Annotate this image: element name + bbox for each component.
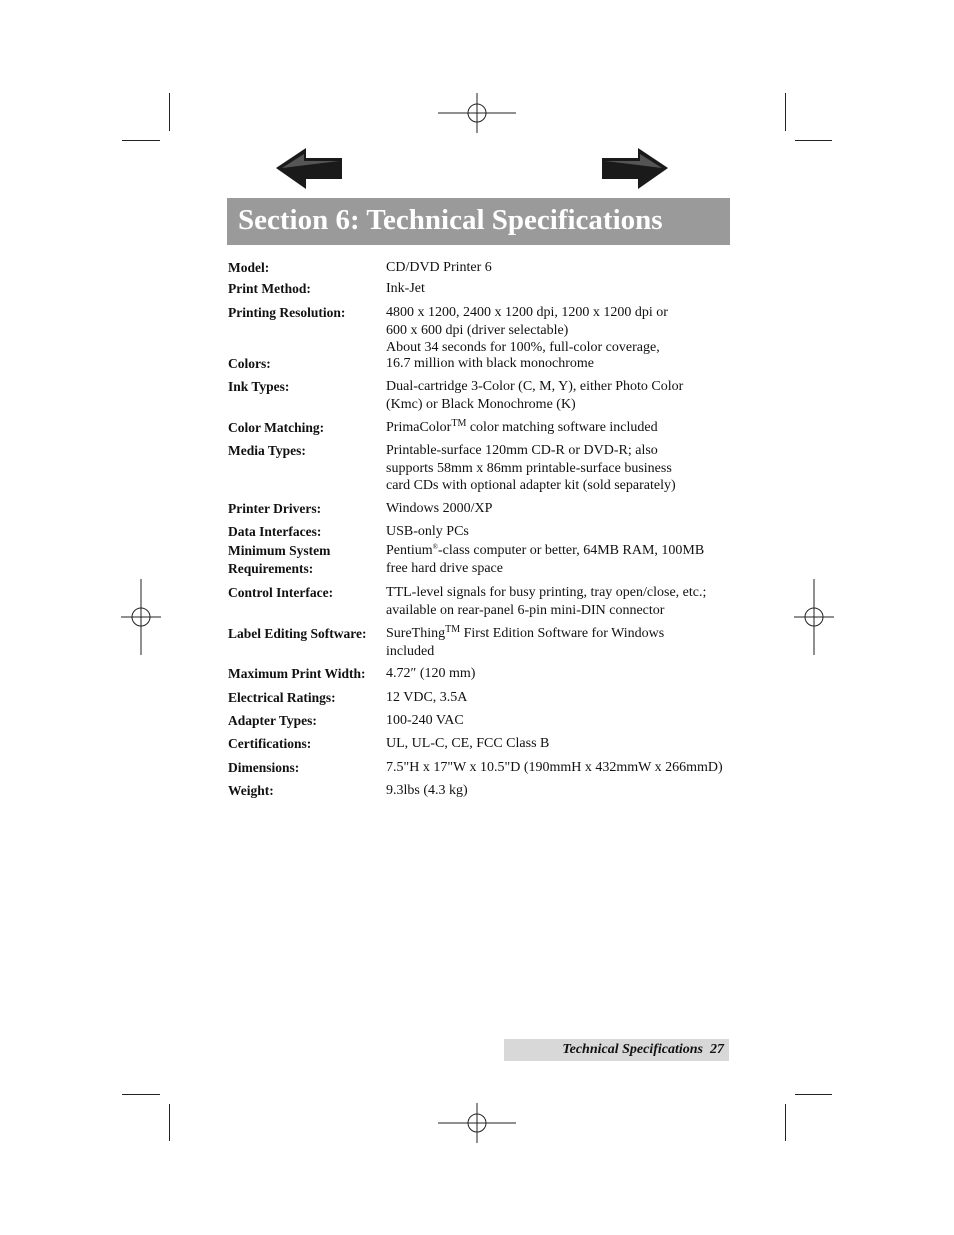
spec-label-print-method: Print Method: <box>228 281 311 296</box>
registration-mark-icon <box>438 1103 516 1143</box>
spec-value-maximum-print-width: 4.72″ (120 mm) <box>386 666 476 681</box>
spec-value-colors: 16.7 million with black monochrome <box>386 356 595 371</box>
spec-value-control-interface <box>386 584 706 619</box>
spec-value-model: CD/DVD Printer 6 <box>386 260 492 275</box>
spec-value-certifications: UL, UL-C, CE, FCC Class B <box>386 736 550 751</box>
spec-label-adapter-types: Adapter Types: <box>228 713 317 728</box>
spec-value-label-editing-software <box>386 625 664 660</box>
spec-line: free hard drive space <box>386 560 503 576</box>
spec-line: Dual-cartridge 3-Color (C, M, Y), either Photo Color <box>386 379 684 394</box>
registration-mark-icon <box>121 579 161 655</box>
spec-line: included <box>386 643 435 659</box>
spec-line: TTL-level signals for busy printing, tray open/close, etc.; <box>386 585 707 600</box>
spec-value-minimum-system <box>386 542 704 577</box>
spec-label-media-types: Media Types: <box>228 443 306 458</box>
spec-value-media-types <box>386 442 676 495</box>
spec-value-data-interfaces: USB-only PCs <box>386 524 469 539</box>
spec-line: (Kmc) or Black Monochrome (K) <box>386 396 576 412</box>
registration-mark-icon <box>794 579 834 655</box>
left-arrow-icon[interactable] <box>274 146 344 191</box>
registered-mark: ® <box>432 543 438 551</box>
spec-line <box>386 625 664 643</box>
spec-text: -class computer or better, 64MB RAM, 100MB <box>438 543 705 558</box>
spec-value-print-method: Ink-Jet <box>386 281 425 296</box>
title-bar <box>227 198 730 245</box>
page-title: Section 6: Technical Specifications <box>238 204 663 236</box>
spec-value-weight: 9.3lbs (4.3 kg) <box>386 783 468 798</box>
spec-label-dimensions: Dimensions: <box>228 760 300 775</box>
trademark-mark: TM <box>445 624 461 635</box>
spec-label-weight: Weight: <box>228 783 274 798</box>
spec-label-model: Model: <box>228 260 270 275</box>
spec-text: SureThing <box>386 626 446 641</box>
spec-label-minimum-system <box>228 542 330 577</box>
spec-label-line: Requirements: <box>228 560 314 576</box>
spec-label-data-interfaces: Data Interfaces: <box>228 524 322 539</box>
spec-line: available on rear-panel 6-pin mini-DIN connector <box>386 602 665 618</box>
spec-label-printer-drivers: Printer Drivers: <box>228 501 322 516</box>
spec-text: Pentium <box>386 543 433 558</box>
spec-line: Printable-surface 120mm CD-R or DVD-R; also <box>386 443 658 458</box>
spec-text: First Edition Software for Windows <box>460 626 665 641</box>
spec-label-maximum-print-width: Maximum Print Width: <box>228 666 366 681</box>
spec-label-color-matching: Color Matching: <box>228 420 325 435</box>
page-number: 27 <box>710 1042 724 1057</box>
spec-value-color-matching <box>386 419 658 437</box>
spec-value-electrical-ratings: 12 VDC, 3.5A <box>386 690 468 705</box>
trademark-mark: TM <box>451 418 467 429</box>
spec-line: 600 x 600 dpi (driver selectable) <box>386 322 569 338</box>
right-arrow-icon[interactable] <box>600 146 670 191</box>
spec-label-control-interface: Control Interface: <box>228 585 334 600</box>
spec-value-dimensions: 7.5"H x 17"W x 10.5"D (190mmH x 432mmW x 266mmD) <box>386 760 723 775</box>
spec-line: About 34 seconds for 100%, full-color coverage, <box>386 340 660 355</box>
spec-value-adapter-types: 100-240 VAC <box>386 713 464 728</box>
spec-value-printer-drivers: Windows 2000/XP <box>386 501 493 516</box>
spec-label-ink-types: Ink Types: <box>228 379 290 394</box>
spec-line: card CDs with optional adapter kit (sold separately) <box>386 478 676 493</box>
spec-value-ink-types <box>386 378 683 413</box>
spec-label-colors: Colors: <box>228 356 271 371</box>
spec-label-electrical-ratings: Electrical Ratings: <box>228 690 336 705</box>
page-footer <box>504 1039 729 1061</box>
spec-label-line: Minimum System <box>228 543 331 558</box>
spec-text: color matching software included <box>466 420 658 435</box>
spec-text: PrimaColor <box>386 420 452 435</box>
spec-value-printing-resolution <box>386 304 668 357</box>
spec-line: supports 58mm x 86mm printable-surface business <box>386 460 672 476</box>
registration-mark-icon <box>438 93 516 133</box>
spec-label-printing-resolution: Printing Resolution: <box>228 305 346 320</box>
spec-line <box>386 542 704 560</box>
footer-section-title: Technical Specifications <box>562 1042 703 1057</box>
spec-label-label-editing-software: Label Editing Software: <box>228 626 367 641</box>
spec-label-certifications: Certifications: <box>228 736 312 751</box>
spec-line: 4800 x 1200, 2400 x 1200 dpi, 1200 x 1200 dpi or <box>386 305 668 320</box>
